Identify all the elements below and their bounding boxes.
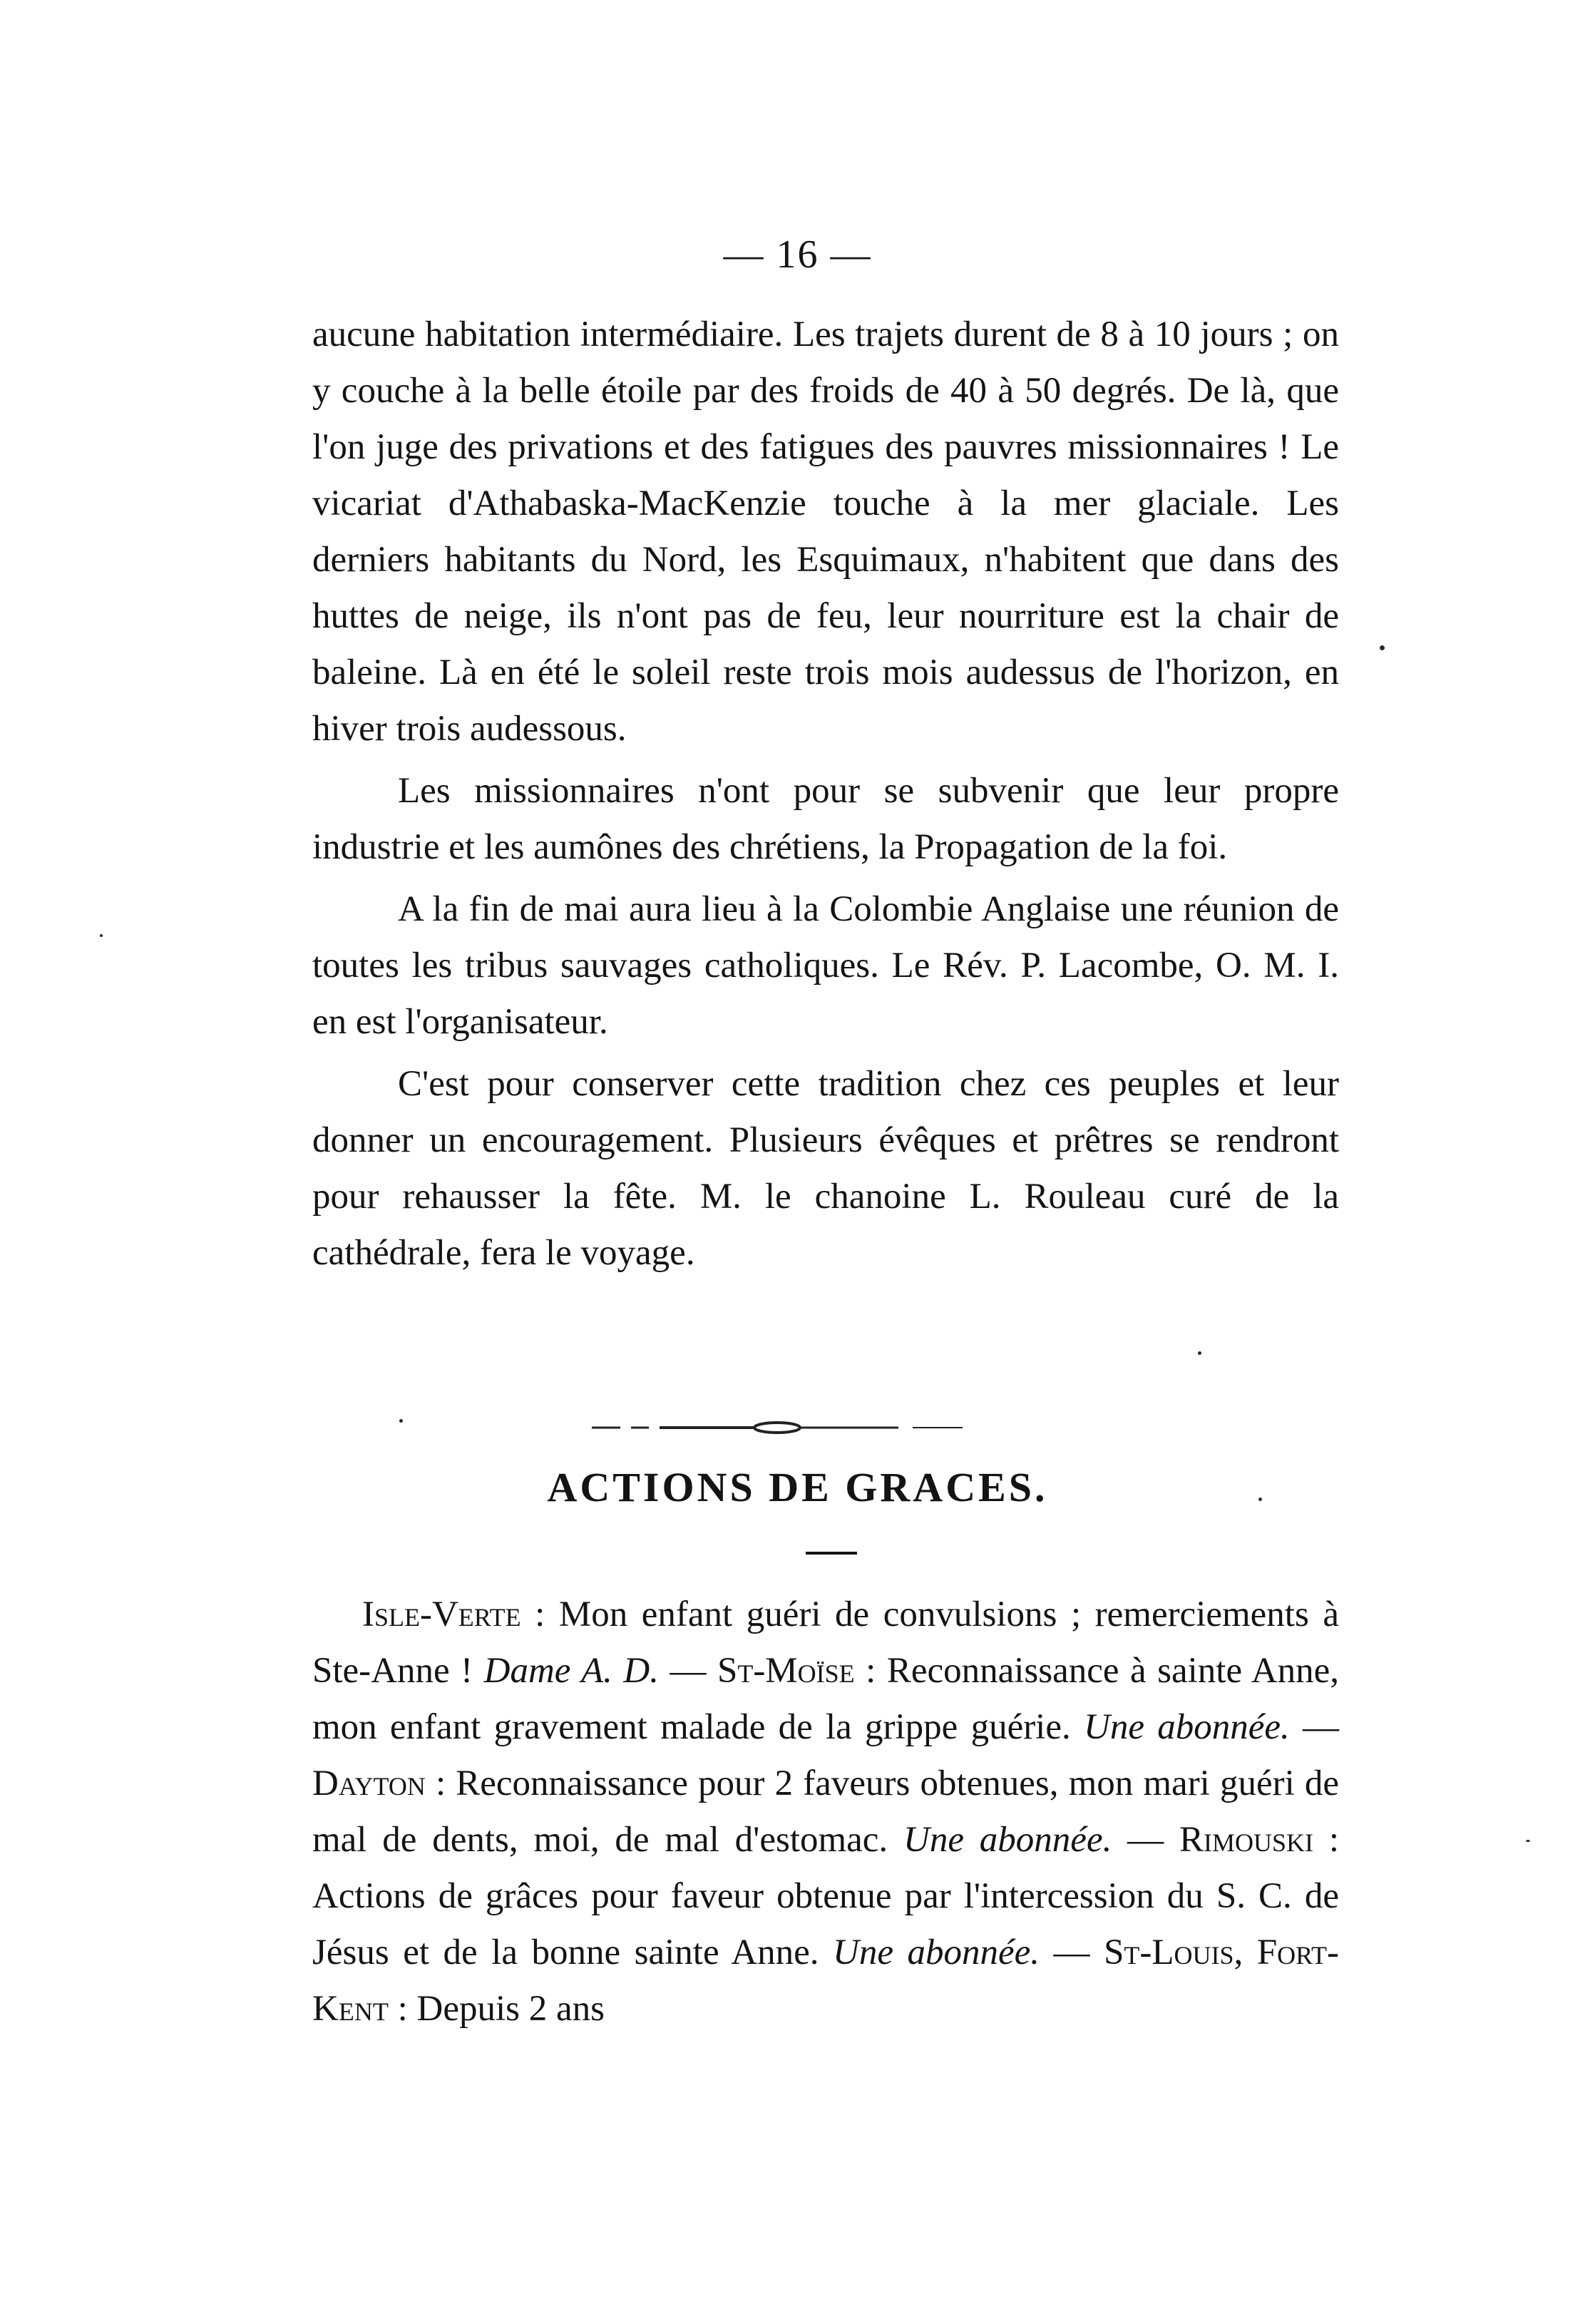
signature-dame-ad: Dame A. D.	[483, 1651, 659, 1691]
scan-speck	[100, 934, 103, 937]
entry-rimouski: : Actions de grâces pour faveur obtenue par l'intercession du S. C. de Jésus et de la bonne sainte Anne.	[312, 1820, 1340, 1972]
separator: —	[1040, 1933, 1104, 1972]
place-dayton: Dayton	[312, 1764, 426, 1803]
entry-dayton: : Reconnaissance pour 2 faveurs obtenues, mon mari guéri de mal de dents, moi, de mal d'estomac.	[312, 1764, 1339, 1860]
paragraph-colombie: A la fin de mai aura lieu à la Colombie Anglaise une réunion de toutes les tribus sauvages catholiques. Le Rév. P. Lacombe, O. M. I. en est l'organisateur.	[312, 889, 1339, 1042]
ornament-divider-icon	[592, 1419, 963, 1436]
paragraph-missionnaires: Les missionnaires n'ont pour se subvenir que leur propre industrie et les aumônes des chrétiens, la Propagation de la foi.	[312, 771, 1339, 867]
entry-st-moise: : Reconnaissance à sainte Anne, mon enfant gravement malade de la grippe guérie.	[312, 1651, 1340, 1747]
signature-abonnee: Une abonnée.	[1084, 1707, 1290, 1747]
entry-isle-verte: : Mon enfant guéri de convulsions ; remerciements à Ste-Anne !	[312, 1594, 1339, 1691]
scan-speck	[399, 1419, 403, 1423]
heading-rule	[806, 1552, 857, 1555]
place-isle-verte: Isle-Verte	[362, 1594, 521, 1634]
separator: —	[658, 1651, 717, 1691]
page-number: — 16 —	[723, 232, 872, 277]
separator: —	[1112, 1820, 1179, 1860]
signature-abonnee: Une abonnée.	[833, 1933, 1040, 1972]
actions-de-graces-text	[312, 1587, 1339, 2037]
body-text	[312, 307, 1339, 1281]
paragraph-tradition: C'est pour conserver cette tradition chez ces peuples et leur donner un encouragement. Plusieurs évêques et prêtres se rendront pour rehausser la fête. M. le chanoine L. Rouleau curé de la cathédrale, fera le voyage.	[312, 1064, 1339, 1273]
place-rimouski: Rimouski	[1179, 1820, 1314, 1860]
entry-st-louis: : Depuis 2 ans	[388, 1989, 605, 2029]
scan-speck	[1380, 645, 1385, 650]
signature-abonnee: Une abonnée.	[903, 1820, 1112, 1860]
place-st-louis-fort-kent: St-Louis, Fort-Kent	[312, 1933, 1340, 2029]
scan-speck	[1198, 1351, 1201, 1355]
section-heading: ACTIONS DE GRACES.	[547, 1464, 1048, 1510]
scan-speck	[1258, 1498, 1262, 1501]
separator: —	[1289, 1707, 1340, 1747]
scan-speck	[1526, 1840, 1530, 1842]
place-st-moise: St-Moïse	[717, 1651, 855, 1691]
paragraph-vicariat: aucune habitation intermédiaire. Les trajets durent de 8 à 10 jours ; on y couche à la belle étoile par des froids de 40 à 50 degrés. De là, que l'on juge des privations et des fatigues des pauvres missionnaires ! Le vicariat d'Athabaska-MacKenzie touche à la mer glaciale. Les derniers habitants du Nord, les Esquimaux, n'habitent que dans des huttes de neige, ils n'ont pas de feu, leur nourriture est la chair de baleine. Là en été le soleil reste trois mois audessus de l'horizon, en hiver trois audessous.	[312, 314, 1339, 749]
